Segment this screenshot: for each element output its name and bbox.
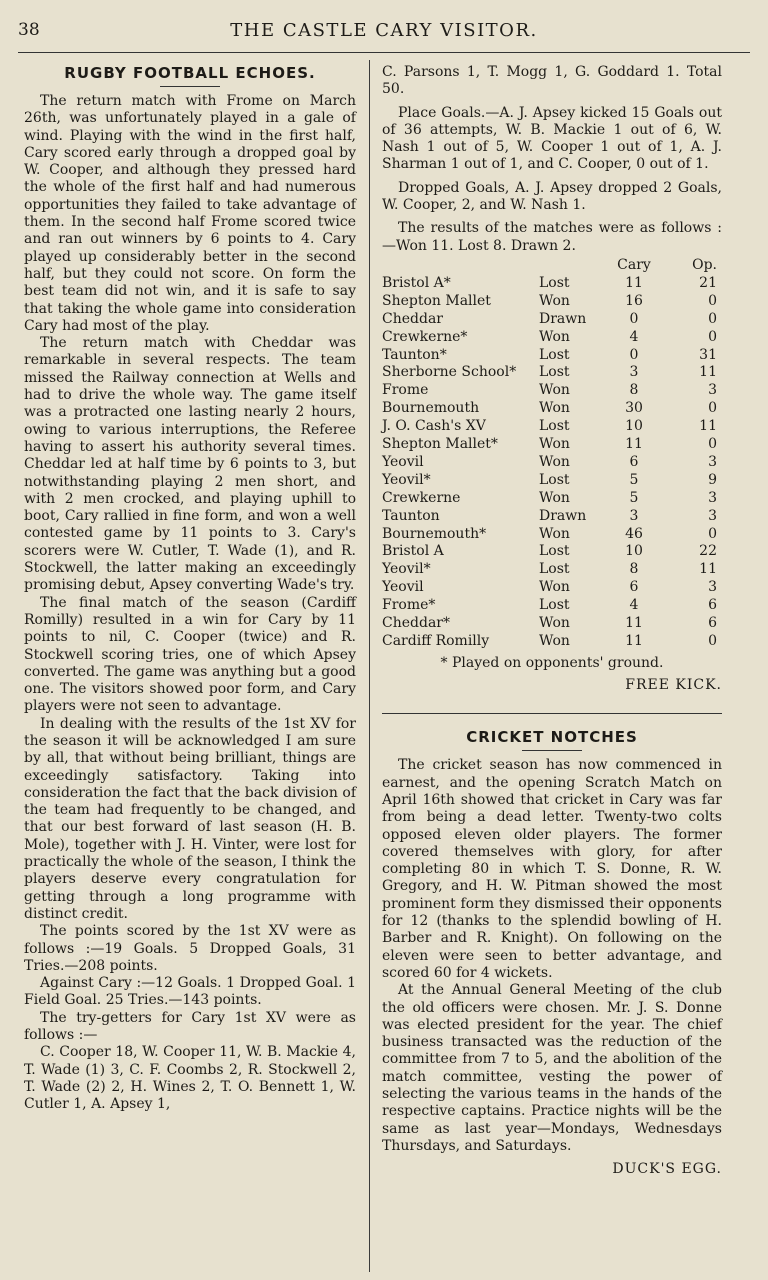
rugby-paragraph-3: The final match of the season (Cardiff Romilly) resulted in a win for Cary by 11 points to nil, C. Cooper (twice) and R. Stockwell scoring tries, one of which Apsey converted. The game was anything but a good one. The visitors showed poor form, and Cary players were not seen to advantage. xyxy=(24,594,356,715)
result-team: Bristol A* xyxy=(382,274,451,291)
result-row xyxy=(382,633,722,651)
result-cary-score: 8 xyxy=(629,561,639,578)
result-op-score: 3 xyxy=(708,382,717,399)
result-op-score: 22 xyxy=(699,543,717,560)
result-cary-score: 11 xyxy=(625,633,643,649)
result-op-score: 11 xyxy=(699,561,717,578)
result-op-score: 9 xyxy=(708,471,717,488)
result-team: Shepton Mallet xyxy=(382,292,491,309)
result-outcome: Won xyxy=(539,525,570,542)
result-cary-score: 5 xyxy=(629,489,639,506)
result-outcome: Won xyxy=(539,579,570,596)
result-row xyxy=(382,597,722,615)
result-row xyxy=(382,347,722,365)
result-row xyxy=(382,579,722,597)
result-outcome: Won xyxy=(539,328,570,345)
result-cary-score: 30 xyxy=(625,400,643,417)
result-cary-score: 4 xyxy=(629,597,639,614)
result-outcome: Lost xyxy=(539,418,570,435)
result-team: Sherborne School* xyxy=(382,364,517,381)
result-outcome: Won xyxy=(539,453,570,470)
result-row xyxy=(382,418,722,436)
result-cary-score: 46 xyxy=(625,525,643,542)
result-outcome: Lost xyxy=(539,561,570,578)
result-outcome: Won xyxy=(539,615,570,632)
result-row xyxy=(382,329,722,347)
result-team: Cardiff Romilly xyxy=(382,633,490,649)
result-op-score: 11 xyxy=(699,364,717,381)
result-outcome: Lost xyxy=(539,471,570,488)
cricket-paragraph-2: At the Annual General Meeting of the club the old officers were chosen. Mr. J. S. Donne was elected president for the year. The chief business transacted was the reduction of the committee from 7 to 5, and the abolition of the match committee, vesting the power of selecting the various teams in the hands of the respective captains. Practice nights will be the same as last year—Mondays, Wednesdays Thursdays, and Saturdays. xyxy=(382,982,722,1154)
result-cary-score: 11 xyxy=(625,436,643,453)
result-row xyxy=(382,364,722,382)
result-row xyxy=(382,543,722,561)
result-op-score: 3 xyxy=(708,579,717,596)
op-column-header: Op. xyxy=(692,256,717,273)
heading-rule xyxy=(522,750,582,751)
result-team: Taunton* xyxy=(382,346,447,363)
result-row xyxy=(382,472,722,490)
result-row xyxy=(382,293,722,311)
rugby-paragraph-6: Against Cary :—12 Goals. 1 Dropped Goal. 1 Field Goal. 25 Tries.—143 points. xyxy=(24,975,356,1009)
page-number: 38 xyxy=(18,20,40,40)
result-cary-score: 6 xyxy=(629,453,639,470)
rugby-paragraph-1: The return match with Frome on March 26th, was unfortunately played in a gale of wind. Playing with the wind in the first half, Cary scored early through a dropped goal by W. Cooper, and although they pressed hard the whole of the first half and had numerous opportunities they failed to take advantage of them. In the second half Frome scored twice and ran out winners by 6 points to 4. Cary played up considerably better in the second half, but they could not score. On form the best team did not win, and it is safe to say that taking the whole game into consideration Cary had most of the play. xyxy=(24,93,356,334)
result-team: Bournemouth xyxy=(382,400,480,417)
place-goals: Place Goals.—A. J. Apsey kicked 15 Goals out of 36 attempts, W. B. Mackie 1 out of 6, W. Nash 1 out of 5, W. Cooper 1 out of 1, A. J. Sharman 1 out of 1, and C. Cooper, 0 out of 1. xyxy=(382,104,722,173)
cary-column-header: Cary xyxy=(617,256,651,273)
rugby-signature: FREE KICK. xyxy=(625,676,722,693)
result-op-score: 0 xyxy=(708,525,717,542)
result-outcome: Won xyxy=(539,489,570,506)
rugby-heading: RUGBY FOOTBALL ECHOES. xyxy=(64,64,316,82)
result-outcome: Lost xyxy=(539,346,570,363)
result-row xyxy=(382,382,722,400)
result-cary-score: 16 xyxy=(625,292,643,309)
result-cary-score: 3 xyxy=(629,507,639,524)
result-cary-score: 11 xyxy=(625,615,643,632)
result-outcome: Won xyxy=(539,633,570,649)
result-team: Bournemouth* xyxy=(382,525,487,542)
result-team: Yeovil* xyxy=(382,561,431,578)
result-op-score: 0 xyxy=(708,292,717,309)
result-cary-score: 3 xyxy=(629,364,639,381)
result-outcome: Lost xyxy=(539,274,570,291)
result-op-score: 0 xyxy=(708,310,717,327)
result-row xyxy=(382,526,722,544)
result-row xyxy=(382,508,722,526)
result-team: Shepton Mallet* xyxy=(382,436,498,453)
column-divider xyxy=(369,60,370,1272)
heading-rule xyxy=(160,86,220,87)
results-table xyxy=(382,257,722,651)
result-team: Yeovil xyxy=(382,453,424,470)
result-team: Taunton xyxy=(382,507,440,524)
result-team: Crewkerne xyxy=(382,489,461,506)
result-op-score: 31 xyxy=(699,346,717,363)
result-cary-score: 5 xyxy=(629,471,639,488)
result-outcome: Won xyxy=(539,400,570,417)
result-outcome: Drawn xyxy=(539,310,587,327)
result-team: Cheddar* xyxy=(382,615,450,632)
result-row xyxy=(382,275,722,293)
result-row xyxy=(382,436,722,454)
cricket-signature: DUCK'S EGG. xyxy=(612,1161,722,1178)
result-op-score: 0 xyxy=(708,328,717,345)
result-outcome: Won xyxy=(539,382,570,399)
result-cary-score: 8 xyxy=(629,382,639,399)
page-header xyxy=(18,14,750,53)
result-op-score: 0 xyxy=(708,633,717,649)
result-cary-score: 6 xyxy=(629,579,639,596)
result-op-score: 0 xyxy=(708,400,717,417)
rugby-paragraph-8: C. Cooper 18, W. Cooper 11, W. B. Mackie 4, T. Wade (1) 3, C. F. Coombs 2, R. Stockwell 2, T. Wade (2) 2, H. Wines 2, T. O. Bennett 1, W. Cutler 1, A. Apsey 1, xyxy=(24,1044,356,1113)
result-cary-score: 0 xyxy=(629,310,639,327)
result-row xyxy=(382,400,722,418)
rugby-paragraph-4: In dealing with the results of the 1st XV for the season it will be acknowledged I am sure by all, that without being brilliant, things are exceedingly satisfactory. Taking into consideration the fact that the back division of the team had frequently to be changed, and that our best forward of last season (H. B. Mole), together with J. H. Vinter, were lost for practically the whole of the season, I think the players deserve every congratulation for getting through a long programme with distinct credit. xyxy=(24,715,356,922)
result-row xyxy=(382,561,722,579)
result-row xyxy=(382,490,722,508)
result-op-score: 6 xyxy=(708,597,717,614)
result-cary-score: 0 xyxy=(629,346,639,363)
dropped-goals: Dropped Goals, A. J. Apsey dropped 2 Goals, W. Cooper, 2, and W. Nash 1. xyxy=(382,179,722,214)
result-outcome: Won xyxy=(539,292,570,309)
result-outcome: Drawn xyxy=(539,507,587,524)
right-column xyxy=(382,64,722,1177)
rugby-paragraph-7: The try-getters for Cary 1st XV were as follows :— xyxy=(24,1009,356,1044)
result-op-score: 3 xyxy=(708,453,717,470)
result-team: Bristol A xyxy=(382,543,444,560)
result-team: J. O. Cash's XV xyxy=(382,418,486,435)
result-op-score: 21 xyxy=(699,274,717,291)
results-footnote: * Played on opponents' ground. xyxy=(440,654,664,671)
result-team: Frome xyxy=(382,382,429,399)
result-cary-score: 10 xyxy=(625,543,643,560)
result-op-score: 3 xyxy=(708,489,717,506)
result-team: Cheddar xyxy=(382,310,443,327)
result-cary-score: 4 xyxy=(629,328,639,345)
rugby-paragraph-5: The points scored by the 1st XV were as follows :—19 Goals. 5 Dropped Goals, 31 Tries.—208 points. xyxy=(24,923,356,974)
result-op-score: 11 xyxy=(699,418,717,435)
result-op-score: 0 xyxy=(708,436,717,453)
result-outcome: Lost xyxy=(539,364,570,381)
result-outcome: Lost xyxy=(539,597,570,614)
result-team: Yeovil* xyxy=(382,471,431,488)
result-cary-score: 11 xyxy=(625,274,643,291)
cricket-heading: CRICKET NOTCHES xyxy=(466,728,638,747)
result-op-score: 6 xyxy=(708,615,717,632)
result-team: Frome* xyxy=(382,597,436,614)
rugby-continued: C. Parsons 1, T. Mogg 1, G. Goddard 1. Total 50. xyxy=(382,64,722,98)
journal-title: THE CASTLE CARY VISITOR. xyxy=(230,20,538,41)
result-op-score: 3 xyxy=(708,507,717,524)
result-team: Crewkerne* xyxy=(382,328,468,345)
result-outcome: Lost xyxy=(539,543,570,560)
result-row xyxy=(382,311,722,329)
result-row xyxy=(382,454,722,472)
result-outcome: Won xyxy=(539,436,570,453)
section-divider xyxy=(382,713,722,715)
result-team: Yeovil xyxy=(382,579,424,596)
results-header-row xyxy=(382,257,722,275)
left-column xyxy=(24,64,356,1114)
results-intro: The results of the matches were as follows :—Won 11. Lost 8. Drawn 2. xyxy=(382,220,722,254)
cricket-paragraph-1: The cricket season has now commenced in earnest, and the opening Scratch Match on April 16th showed that cricket in Cary was far from being a dead letter. Twenty-two colts opposed eleven older players. The former covered themselves with glory, for after completing 80 in which T. S. Donne, R. W. Gregory, and H. W. Pitman showed the most prominent form they dismissed their opponents for 12 (thanks to the splendid bowling of H. Barber and R. Knight). On following on the eleven were seen to better advantage, and scored 60 for 4 wickets. xyxy=(382,757,722,981)
rugby-paragraph-2: The return match with Cheddar was remarkable in several respects. The team missed the Railway connection at Wells and had to drive the whole way. The game itself was a protracted one lasting nearly 2 hours, owing to various interruptions, the Referee having to assert his authority several times. Cheddar led at half time by 6 points to 3, but notwithstanding playing 2 men short, and with 2 men crocked, and playing uphill to boot, Cary rallied in fine form, and won a well contested game by 11 points to 3. Cary's scorers were W. Cutler, T. Wade (1), and R. Stockwell, the latter making an exceedingly promising debut, Apsey converting Wade's try. xyxy=(24,335,356,594)
result-cary-score: 10 xyxy=(625,418,643,435)
result-row xyxy=(382,615,722,633)
